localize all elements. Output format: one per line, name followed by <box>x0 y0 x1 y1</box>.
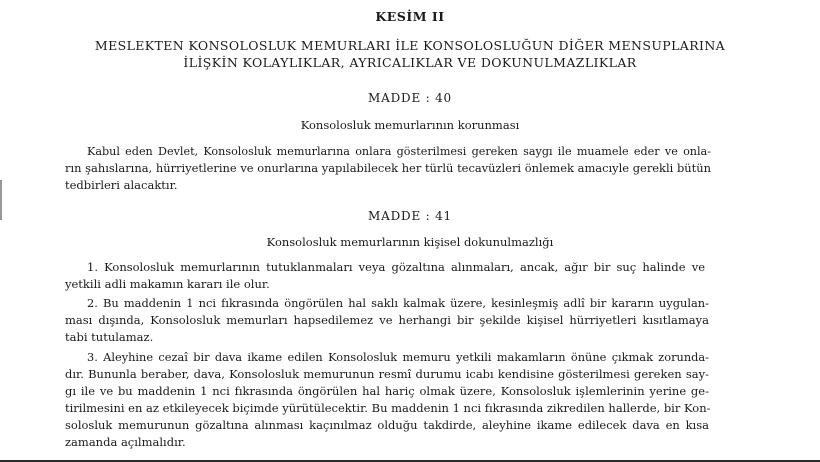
article-41-number: MADDE : 41 <box>368 209 452 223</box>
article-41-line: 3. Aleyhine cezaî bir dava ikame edilen Konsolosluk memuru yetkili makamların önüne çıkmak zorunda- <box>87 350 709 364</box>
article-41-line: gı ile ve bu maddenin 1 nci fıkrasında öngörülen hal hariç olmak üzere, Konsolosluk işlemlerinin yerine ge- <box>65 384 709 398</box>
section-title: KESİM II <box>375 9 445 24</box>
article-41-line: zamanda açılmalıdır. <box>65 435 186 449</box>
article-41-paragraph-2 <box>65 295 709 346</box>
article-41-line: solosluk memurunun gözaltına alınması kaçınılmaz olduğu takdirde, aleyhine ikame edilecek dava en kısa <box>65 418 709 432</box>
article-40-line: tedbirleri alacaktır. <box>65 178 178 192</box>
article-40-number: MADDE : 40 <box>368 91 452 105</box>
section-heading-line-2: İLİŞKİN KOLAYLIKLAR, AYRICALIKLAR VE DOKUNULMAZLIKLAR <box>183 55 637 70</box>
article-41-line: tirilmesini en az etkileyecek biçimde yürütülecektir. Bu maddenin 1 nci fıkrasında zikredilen hallerde, bir Kon- <box>65 401 711 415</box>
section-heading-line-1: MESLEKTEN KONSOLOSLUK MEMURLARI İLE KONSOLOSLUĞUN DİĞER MENSUPLARINA <box>94 38 726 53</box>
article-41-subtitle: Konsolosluk memurlarının kişisel dokunulmazlığı <box>266 235 554 249</box>
article-40-body <box>65 143 711 194</box>
article-40-subtitle: Konsolosluk memurlarının korunması <box>300 118 520 132</box>
scan-edge-mark <box>0 180 2 220</box>
article-40-line: rın şahıslarına, hürriyetlerine ve onurlarına yapılabilecek her türlü tecavüzleri önlemek amacıyle gerekli bütün <box>65 161 711 175</box>
article-41-paragraph-3 <box>65 349 709 451</box>
article-41-line: yetkili adli makamın kararı ile olur. <box>65 277 270 291</box>
article-41-line: 1. Konsolosluk memurlarının tutuklanmaları veya gözaltına alınmaları, ancak, ağır bir suç halinde ve <box>87 260 705 274</box>
article-41-line: ması dışında, Konsolosluk memurları hapsedilemez ve herhangi bir şekilde kişisel hürriyetleri kısıtlamaya <box>65 313 709 327</box>
article-40-line: Kabul eden Devlet, Konsolosluk memurlarına onlara gösterilmesi gereken saygı ile muamele eder ve onla- <box>87 145 711 158</box>
article-41-paragraph-1 <box>65 259 705 293</box>
article-41-line: tabi tutulamaz. <box>65 330 154 344</box>
article-41-line: 2. Bu maddenin 1 nci fıkrasında öngörülen hal saklı kalmak üzere, kesinleşmiş adlî bir kararın uygulan- <box>87 296 709 310</box>
article-41-line: dır. Bununla beraber, dava, Konsolosluk memurunun resmî durumu icabı kendisine gösterilmesi gereken say- <box>65 367 709 381</box>
